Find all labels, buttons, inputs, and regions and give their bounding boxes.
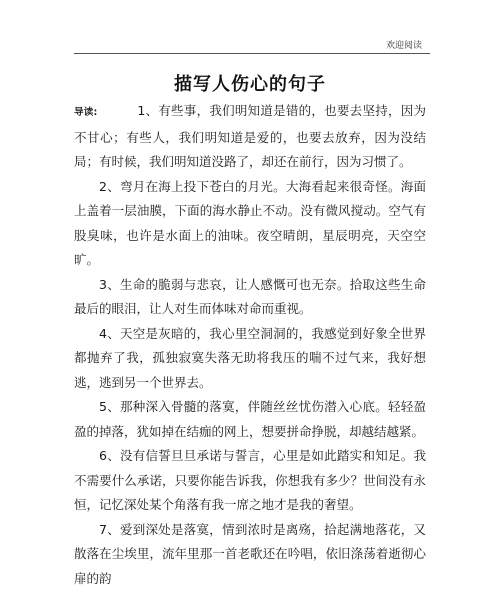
lead-label: 导读:: [74, 107, 97, 118]
paragraph-4: 4、天空是灰暗的，我心里空洞洞的，我感觉到好象全世界都抛弃了我，孤独寂寞失落无助将我压的喘不过气来，我好想逃，逃到另一个世界去。: [74, 322, 426, 396]
paragraph-1-text: 1、有些事，我们明知道是错的，也要去坚持，因为不甘心；有些人，我们明知道是爱的，也要去放弃，因为没结局；有时候，我们明知道没路了，却还在前行，因为习惯了。: [74, 103, 426, 169]
header-divider: [74, 53, 430, 54]
paragraph-3: 3、生命的脆弱与悲哀，让人感慨可也无奈。拾取这些生命最后的眼泪，让人对生而体味对命而重视。: [74, 273, 426, 322]
header-tag: 欢迎阅读: [386, 38, 422, 51]
paragraph-1: [74, 99, 426, 175]
document-body: [74, 99, 426, 591]
paragraph-2: 2、弯月在海上投下苍白的月光。大海看起来很奇怪。海面上盖着一层油膜，下面的海水静止不动。没有微风搅动。空气有股臭味，也许是水面上的油味。夜空晴朗，星辰明亮，天空空旷。: [74, 175, 426, 273]
paragraph-5: 5、那种深入骨髓的落寞，伴随丝丝忧伤潜入心底。轻轻盈盈的掉落，犹如掉在结痂的网上，想要拼命挣脱，却越结越紧。: [74, 395, 426, 444]
paragraph-6: 6、没有信誓旦旦承诺与誓言，心里是如此踏实和知足。我不需要什么承诺，只要你能告诉我，你想我有多少？世间没有永恒，记忆深处某个角落有我一席之地才是我的奢望。: [74, 444, 426, 518]
paragraph-7: 7、爱到深处是落寞，情到浓时是离殇，拾起满地落花，又散落在尘埃里，流年里那一首老歌还在吟唱，依旧涤荡着逝彻心扉的韵: [74, 518, 426, 591]
document-title: 描写人伤心的句子: [0, 70, 500, 96]
